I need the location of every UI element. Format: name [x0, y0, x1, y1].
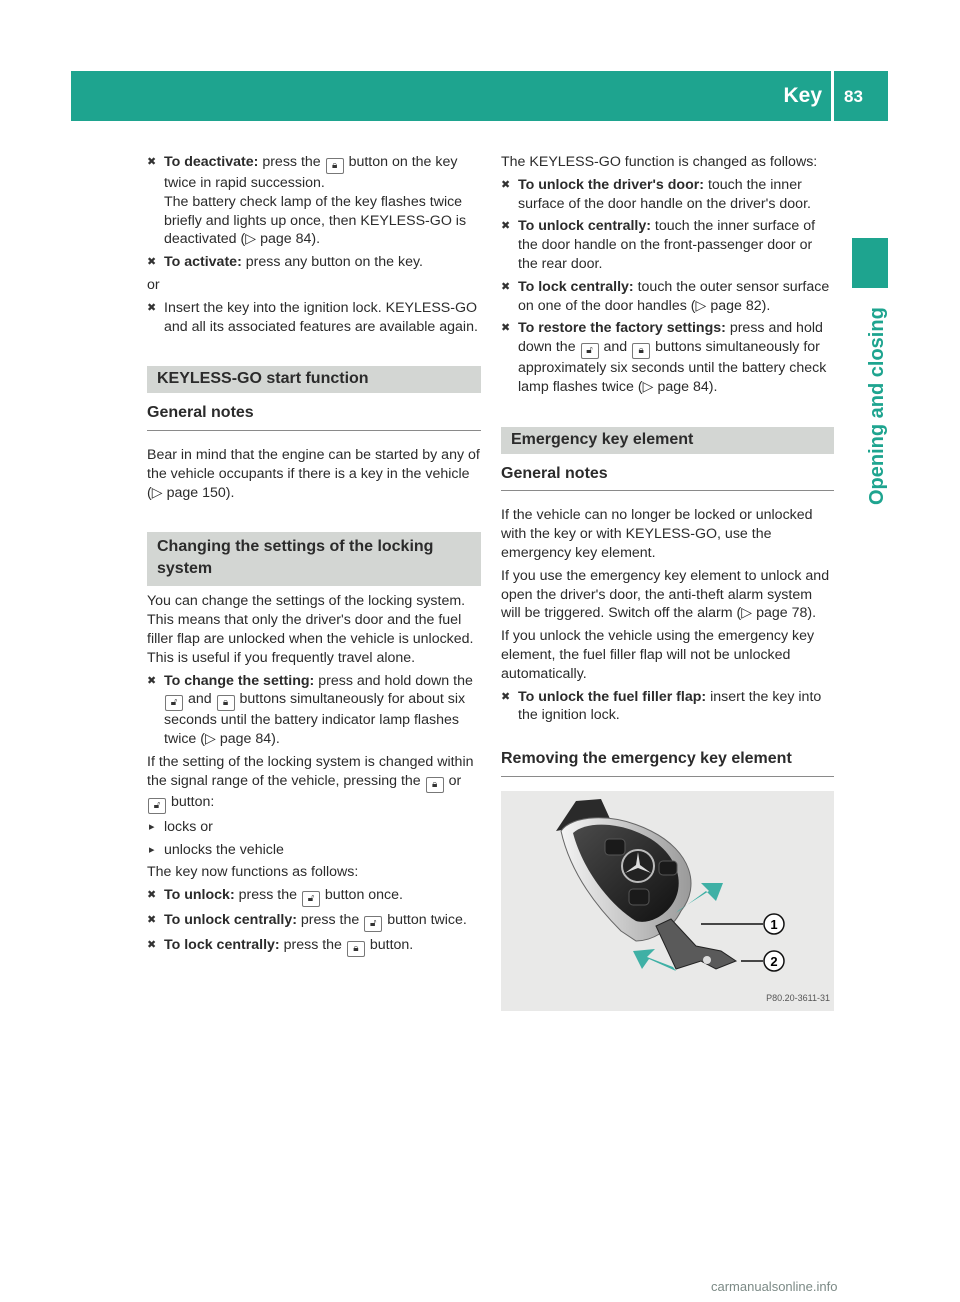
lock-icon: 🔒︎ [217, 695, 235, 711]
paragraph-emergency-1: If the vehicle can no longer be locked or unlocked with the key or with KEYLESS-GO, use the emergency key element. [501, 507, 813, 561]
page-ref-arrow-icon: ▷ [245, 231, 257, 248]
lock-icon: 🔒︎ [426, 777, 444, 793]
callout-2-label: 2 [770, 953, 778, 969]
page-ref-arrow-icon: ▷ [642, 378, 654, 395]
unlock-icon: 🔓︎ [302, 891, 320, 907]
paragraph-if-setting: If the setting of the locking system is changed within the signal range of the vehicle, pressing the 🔒︎ or 🔓︎ button: [147, 753, 481, 814]
page-header [71, 71, 888, 121]
page-ref-arrow-icon: ▷ [695, 297, 707, 314]
left-column [147, 153, 481, 961]
step-change-setting: ✖ To change the setting: press and hold down the 🔓︎ and 🔒︎ buttons simultaneously for about six seconds until the battery indicator lamp flashes twice (▷ page 84). [147, 672, 481, 749]
section-heading-emergency-key: Emergency key element [501, 427, 834, 454]
subheading-general-notes: General notes [147, 393, 481, 431]
step-unlock: ✖ To unlock: press the 🔓︎ button once. [147, 886, 481, 907]
paragraph-now-functions: The key now functions as follows: [147, 864, 359, 881]
step-unlock-centrally-touch: ✖ To unlock centrally: touch the inner surface of the door handle on the front-passenger door or the rear door. [501, 217, 834, 273]
step-restore-factory: ✖ To restore the factory settings: press and hold down the 🔓︎ and 🔒︎ buttons simultaneously for approximately six seconds until the battery check lamp flashes twice (▷ page 84). [501, 319, 834, 396]
unlock-icon: 🔓︎ [581, 343, 599, 359]
subheading-removing-key: Removing the emergency key element [501, 739, 834, 777]
bullet-unlocks: ▸ unlocks the vehicle [147, 841, 481, 860]
page-ref-arrow-icon: ▷ [741, 605, 753, 622]
step-unlock-fuel-flap: ✖ To unlock the fuel filler flap: insert the key into the ignition lock. [501, 688, 834, 726]
paragraph-emergency-2: If you use the emergency key element to unlock and open the driver's door, the anti-theft alarm system will be triggered. Switch off the alarm (▷ page 78). [501, 567, 830, 622]
key-fob-drawing [501, 791, 834, 1011]
step-lock-centrally: ✖ To lock centrally: press the 🔒︎ button. [147, 936, 481, 957]
lock-icon: 🔒︎ [632, 343, 650, 359]
right-column [501, 153, 834, 1011]
header-divider [831, 71, 834, 121]
unlock-icon: 🔓︎ [364, 916, 382, 932]
figure-code: P80.20-3611-31 [766, 993, 830, 1004]
paragraph-keyless-changed: The KEYLESS-GO function is changed as follows: [501, 154, 818, 170]
step-insert-key: ✖ Insert the key into the ignition lock. KEYLESS-GO and all its associated features are available again. [147, 299, 481, 337]
unlock-icon: 🔓︎ [148, 798, 166, 814]
step-activate: ✖ To activate: press any button on the key. [147, 253, 481, 272]
paragraph-bear-in-mind: Bear in mind that the engine can be started by any of the vehicle occupants if there is a key in the vehicle (▷ page 150). [147, 446, 480, 501]
watermark: carmanualsonline.info [711, 1279, 838, 1294]
lock-icon: 🔒︎ [326, 158, 344, 174]
subheading-general-notes-2: General notes [501, 454, 834, 492]
page-number: 83 [844, 87, 863, 106]
bullet-locks: ▸ locks or [147, 818, 481, 837]
step-lock-centrally-touch: ✖ To lock centrally: touch the outer sensor surface on one of the door handles (▷ page 82). [501, 278, 834, 316]
section-heading-locking-settings: Changing the settings of the locking system [147, 532, 481, 586]
page-ref-arrow-icon: ▷ [151, 484, 163, 501]
paragraph-change-intro: You can change the settings of the locking system. This means that only the driver's door and the fuel filler flap are unlocked when the vehicle is unlocked. This is useful if you frequently travel alone. [147, 593, 474, 666]
lock-icon: 🔒︎ [347, 941, 365, 957]
step-unlock-driver-door: ✖ To unlock the driver's door: touch the inner surface of the door handle on the driver's door. [501, 176, 834, 214]
paragraph-emergency-3: If you unlock the vehicle using the emergency key element, the fuel filler flap will not be unlocked automatically. [501, 628, 815, 682]
chapter-tab [852, 238, 888, 288]
chapter-title: Opening and closing [866, 307, 888, 505]
callout-1-label: 1 [770, 916, 778, 932]
page-ref-arrow-icon: ▷ [205, 731, 216, 748]
or-text: or [147, 276, 160, 293]
step-deactivate: ✖ To deactivate: press the 🔒︎ button on the key twice in rapid succession. The battery check lamp of the key flashes twice briefly and lights up once, then KEYLESS-GO is deactivated (▷ page 84). [147, 153, 481, 249]
key-illustration [501, 791, 834, 1011]
section-title: Key [783, 84, 822, 107]
step-unlock-centrally: ✖ To unlock centrally: press the 🔓︎ button twice. [147, 911, 481, 932]
unlock-icon: 🔓︎ [165, 695, 183, 711]
section-heading-keyless-start: KEYLESS-GO start function [147, 366, 481, 393]
